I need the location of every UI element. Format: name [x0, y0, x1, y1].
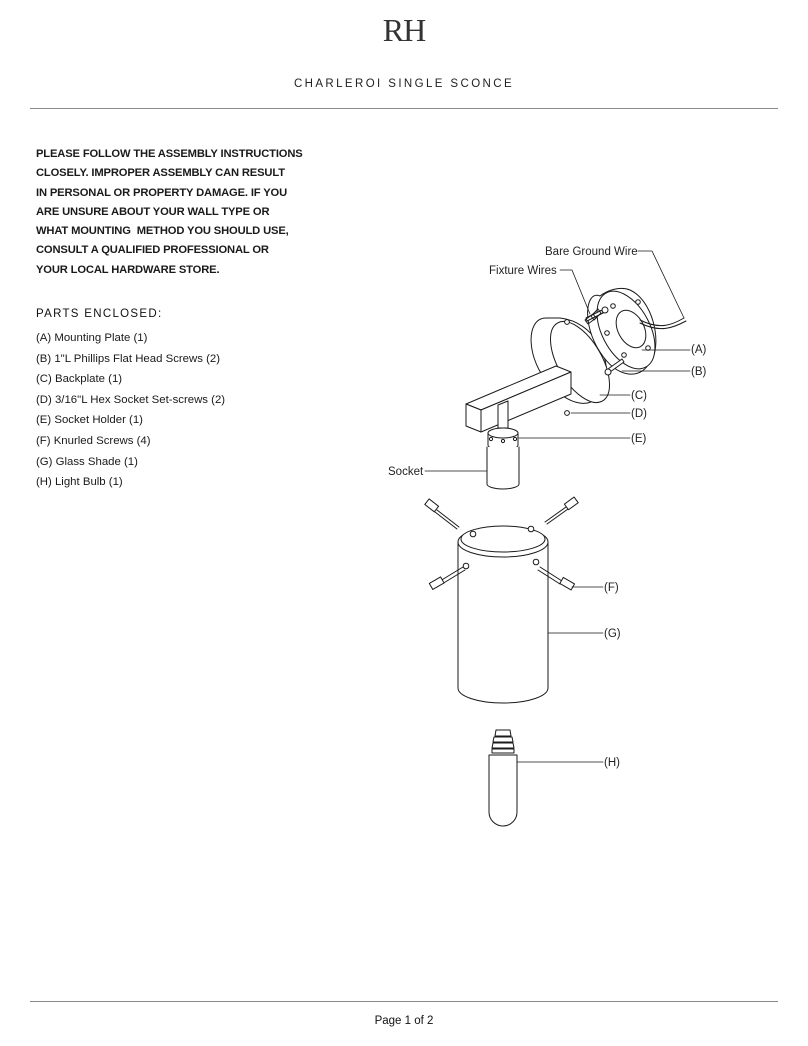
label-h: (H) — [604, 757, 620, 769]
glass-shade-part — [458, 526, 548, 703]
label-bare-ground-wire: Bare Ground Wire — [545, 246, 638, 258]
document-title: CHARLEROI SINGLE SCONCE — [293, 78, 515, 90]
warning-line: WHAT MOUNTING METHOD YOU SHOULD USE, — [36, 225, 289, 238]
label-f: (F) — [604, 582, 619, 594]
label-socket: Socket — [388, 466, 424, 478]
socket-part — [487, 447, 519, 489]
label-e: (E) — [631, 433, 647, 445]
part-item-e: (E) Socket Holder (1) — [36, 414, 143, 427]
footer-divider — [30, 1001, 778, 1002]
sconce-arm — [466, 366, 571, 432]
part-item-h: (H) Light Bulb (1) — [36, 476, 123, 489]
part-item-c: (C) Backplate (1) — [36, 373, 123, 386]
part-item-d: (D) 3/16"L Hex Socket Set-screws (2) — [36, 393, 226, 406]
label-fixture-wires: Fixture Wires — [489, 265, 557, 277]
warning-line: YOUR LOCAL HARDWARE STORE. — [36, 263, 220, 276]
set-screw-lower — [565, 411, 570, 416]
warning-line: IN PERSONAL OR PROPERTY DAMAGE. IF YOU — [36, 186, 288, 199]
label-g: (G) — [604, 628, 621, 640]
light-bulb-part — [489, 730, 517, 826]
brand-logo: RH — [382, 12, 426, 48]
warning-line: CLOSELY. IMPROPER ASSEMBLY CAN RESULT — [36, 167, 285, 180]
label-a: (A) — [691, 344, 707, 356]
set-screw-upper — [565, 320, 570, 325]
parts-heading: PARTS ENCLOSED: — [36, 308, 163, 320]
part-item-b: (B) 1"L Phillips Flat Head Screws (2) — [36, 352, 221, 365]
part-item-g: (G) Glass Shade (1) — [36, 455, 138, 468]
warning-line: PLEASE FOLLOW THE ASSEMBLY INSTRUCTIONS — [36, 148, 303, 160]
label-c: (C) — [631, 390, 647, 402]
label-d: (D) — [631, 408, 647, 420]
label-b: (B) — [691, 366, 707, 378]
warning-line: CONSULT A QUALIFIED PROFESSIONAL OR — [36, 244, 269, 257]
part-item-f: (F) Knurled Screws (4) — [36, 434, 151, 447]
part-item-a: (A) Mounting Plate (1) — [36, 332, 148, 344]
page-number: Page 1 of 2 — [374, 1015, 434, 1027]
warning-line: ARE UNSURE ABOUT YOUR WALL TYPE OR — [36, 205, 270, 218]
